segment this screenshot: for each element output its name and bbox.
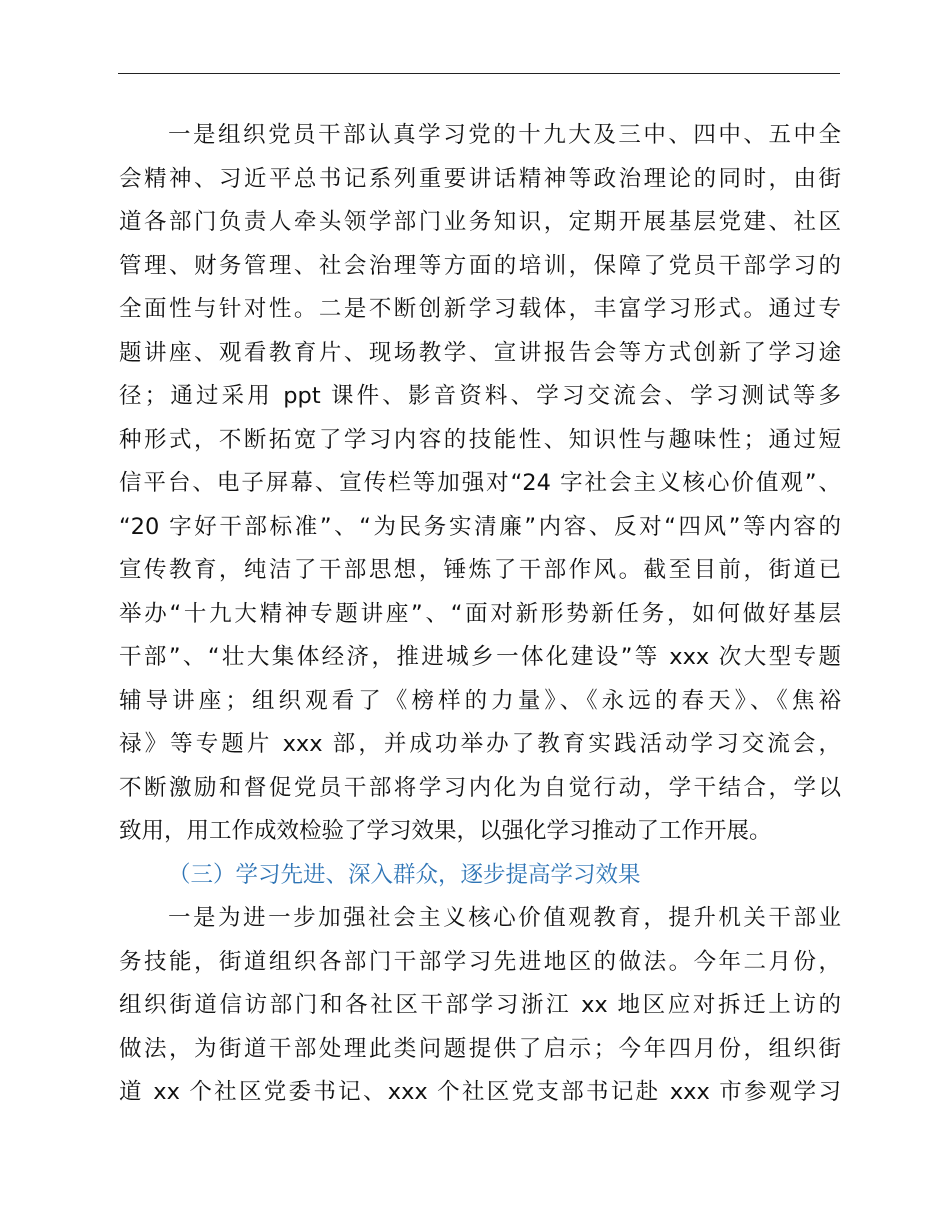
text-line: 辅导讲座；组织观看了《榜样的力量》、《永远的春天》、《焦裕 bbox=[119, 687, 841, 714]
text-line: 道 xx 个社区党委书记、xxx 个社区党支部书记赴 xxx 市参观学习 bbox=[119, 1079, 841, 1105]
text-line: 宣传教育，纯洁了干部思想，锤炼了干部作风。截至目前，街道已 bbox=[119, 557, 841, 583]
text-line: 信平台、电子屏幕、宣传栏等加强对“24 字社会主义核心价值观”、 bbox=[119, 470, 841, 496]
text-line: 种形式，不断拓宽了学习内容的技能性、知识性与趣味性；通过短 bbox=[119, 426, 841, 453]
text-line: 径；通过采用 ppt 课件、影音资料、学习交流会、学习测试等多 bbox=[119, 383, 841, 409]
text-line: 组织街道信访部门和各社区干部学习浙江 xx 地区应对拆迁上访的 bbox=[119, 992, 841, 1018]
paragraph-2 bbox=[119, 897, 841, 1115]
text-line: 道各部门负责人牵头领学部门业务知识，定期开展基层党建、社区 bbox=[119, 209, 841, 235]
text-line: 做法，为街道干部处理此类问题提供了启示；今年四月份，组织街 bbox=[119, 1035, 841, 1062]
text-line: 务技能，街道组织各部门干部学习先进地区的做法。今年二月份， bbox=[119, 948, 841, 975]
text-line: 全面性与针对性。二是不断创新学习载体，丰富学习形式。通过专 bbox=[119, 296, 841, 322]
text-line: 管理、财务管理、社会治理等方面的培训，保障了党员干部学习的 bbox=[119, 252, 841, 279]
text-line: 一是为进一步加强社会主义核心价值观教育，提升机关干部业 bbox=[168, 905, 841, 931]
header-rule bbox=[118, 73, 840, 74]
text-line: “20 字好干部标准”、“为民务实清廉”内容、反对“四风”等内容的 bbox=[119, 513, 841, 540]
paragraph-1 bbox=[119, 114, 841, 854]
body-text bbox=[119, 114, 841, 1115]
section-heading: （三）学习先进、深入群众，逐步提高学习效果 bbox=[168, 861, 641, 888]
text-line: 题讲座、观看教育片、现场教学、宣讲报告会等方式创新了学习途 bbox=[119, 339, 841, 366]
text-line: 会精神、习近平总书记系列重要讲话精神等政治理论的同时，由街 bbox=[119, 165, 841, 192]
text-line: 举办“十九大精神专题讲座”、“面对新形势新任务，如何做好基层 bbox=[119, 600, 841, 627]
text-line: 禄》等专题片 xxx 部，并成功举办了教育实践活动学习交流会， bbox=[119, 731, 841, 757]
text-line: 不断激励和督促党员干部将学习内化为自觉行动，学干结合，学以 bbox=[119, 774, 841, 801]
text-line: 一是组织党员干部认真学习党的十九大及三中、四中、五中全 bbox=[168, 122, 841, 148]
text-line: 干部”、“壮大集体经济，推进城乡一体化建设”等 xxx 次大型专题 bbox=[119, 644, 841, 670]
text-line: 致用，用工作成效检验了学习效果，以强化学习推动了工作开展。 bbox=[119, 818, 772, 844]
